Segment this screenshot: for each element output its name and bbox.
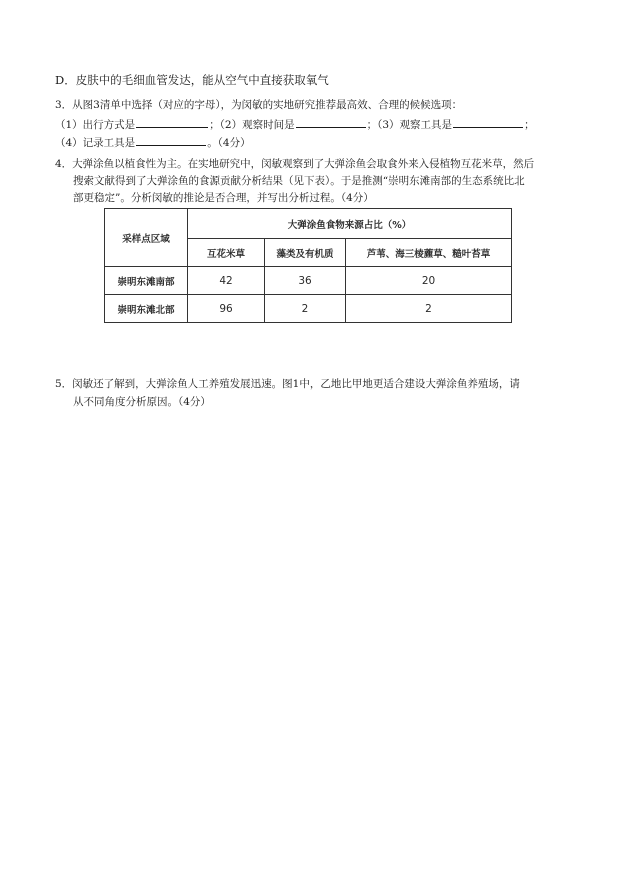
column-header: 芦苇、海三棱藨草、糙叶苔草 (346, 239, 512, 267)
region-header: 采样点区域 (105, 209, 188, 267)
recording-tool-blank[interactable] (136, 134, 206, 146)
question-5-line-1: 5．闵敏还了解到，大弹涂鱼人工养殖发展迅速。图1中，乙地比甲地更适合建设大弹涂鱼养殖场，请 (55, 378, 520, 390)
q3-part4-label: （4）记录工具是 (55, 137, 136, 149)
column-header: 藻类及有机质 (265, 239, 346, 267)
region-cell: 崇明东滩南部 (105, 267, 188, 295)
question-3-line-2 (55, 134, 251, 150)
food-source-table (104, 208, 512, 323)
value-cell: 42 (188, 267, 265, 295)
question-5-line-2: 从不同角度分析原因。（4分） (73, 396, 211, 408)
value-cell: 2 (265, 295, 346, 323)
table-row (105, 267, 512, 295)
q3-line2-end: 。（4分） (207, 137, 251, 149)
region-cell: 崇明东滩北部 (105, 295, 188, 323)
column-header: 互花米草 (188, 239, 265, 267)
value-cell: 20 (346, 267, 512, 295)
question-4-line-2: 搜索文献得到了大弹涂鱼的食源贡献分析结果（见下表）。于是推测“崇明东滩南部的生态系统比北 (73, 175, 525, 187)
value-cell: 2 (346, 295, 512, 323)
option-d: D．皮肤中的毛细血管发达，能从空气中直接获取氧气 (55, 73, 329, 87)
value-cell: 36 (265, 267, 346, 295)
q3-part3-label: ；（3）观察工具是 (366, 119, 453, 131)
question-4-line-3: 部更稳定”。分析闵敏的推论是否合理，并写出分析过程。（4分） (73, 192, 374, 204)
observation-tool-blank[interactable] (453, 116, 523, 128)
question-3-prompt: 3．从图3清单中选择（对应的字母），为闵敏的实地研究推荐最高效、合理的候候选项： (55, 99, 463, 111)
food-source-group-header: 大弹涂鱼食物来源占比（%） (188, 209, 512, 239)
q3-line1-end: ； (524, 119, 535, 131)
question-3-line-1 (55, 116, 535, 132)
table-row (105, 295, 512, 323)
question-4-line-1: 4．大弹涂鱼以植食性为主。在实地研究中，闵敏观察到了大弹涂鱼会取食外来入侵植物互花米草，然后 (55, 158, 535, 170)
travel-mode-blank[interactable] (136, 116, 208, 128)
q3-part2-label: ；（2）观察时间是 (209, 119, 295, 131)
q3-part1-label: （1）出行方式是 (55, 119, 136, 131)
value-cell: 96 (188, 295, 265, 323)
observation-time-blank[interactable] (296, 116, 366, 128)
